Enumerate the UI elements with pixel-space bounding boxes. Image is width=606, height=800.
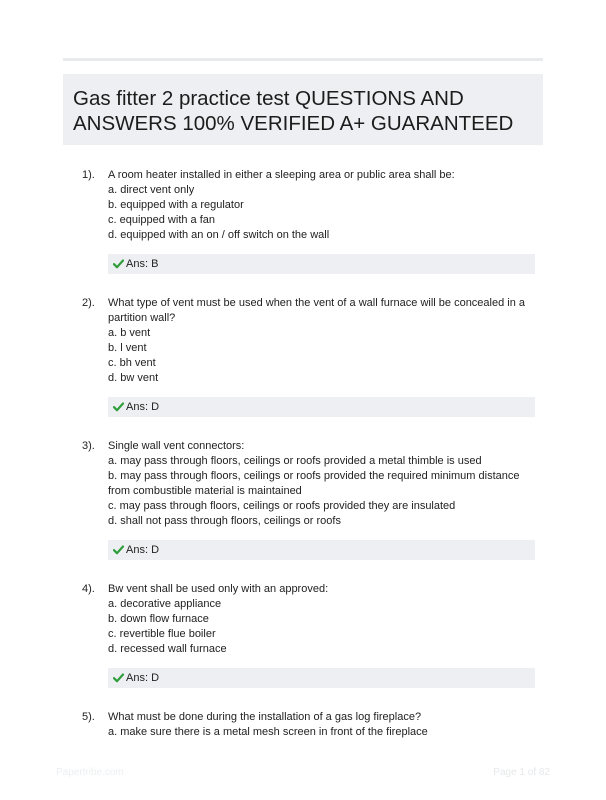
footer-site-watermark: Papertribe.com [56, 767, 124, 778]
question-body [108, 710, 536, 740]
option-d: d. recessed wall furnace [108, 643, 227, 655]
option-c: c. revertible flue boiler [108, 628, 216, 640]
option-a: a. direct vent only [108, 184, 195, 196]
option-b: b. equipped with a regulator [108, 199, 244, 211]
option-a: a. decorative appliance [108, 598, 222, 610]
question-text: A room heater installed in either a sleeping area or public area shall be: [108, 169, 455, 181]
question-number: 5). [82, 711, 95, 723]
question-number: 2). [82, 297, 95, 309]
checkmark-icon [113, 540, 124, 560]
document-title: Gas fitter 2 practice test QUESTIONS AND ANSWERS 100% VERIFIED A+ GUARANTEED [73, 87, 514, 135]
option-b: b. may pass through floors, ceilings or roofs provided the required minimum distance from combustible material is maintained [108, 470, 520, 497]
option-d: d. shall not pass through floors, ceilings or roofs [108, 515, 341, 527]
question-text: Bw vent shall be used only with an approved: [108, 583, 329, 595]
question-body [108, 582, 536, 657]
footer-page-number: Page 1 of 82 [493, 767, 550, 778]
option-d: d. equipped with an on / off switch on the wall [108, 229, 330, 241]
option-b: b. down flow furnace [108, 613, 209, 625]
answer-box [108, 668, 535, 688]
answer-text: Ans: D [126, 401, 160, 413]
answer-text: Ans: D [126, 672, 160, 684]
answer-text: Ans: D [126, 544, 160, 556]
top-divider [63, 58, 543, 61]
question-number: 3). [82, 440, 95, 452]
question-number: 4). [82, 583, 95, 595]
answer-text: Ans: B [126, 258, 159, 270]
answer-box [108, 254, 535, 274]
question-text: Single wall vent connectors: [108, 440, 245, 452]
question-body [108, 439, 536, 529]
option-b: b. l vent [108, 342, 147, 354]
checkmark-icon [113, 254, 124, 274]
option-c: c. bh vent [108, 357, 156, 369]
question-text: What type of vent must be used when the vent of a wall furnace will be concealed in a partition wall? [108, 297, 526, 324]
question-body [108, 296, 536, 386]
option-a: a. b vent [108, 327, 151, 339]
checkmark-icon [113, 668, 124, 688]
title-banner [63, 74, 543, 145]
question-number: 1). [82, 169, 95, 181]
option-d: d. bw vent [108, 372, 159, 384]
checkmark-icon [113, 397, 124, 417]
option-c: c. equipped with a fan [108, 214, 216, 226]
option-c: c. may pass through floors, ceilings or roofs provided they are insulated [108, 500, 456, 512]
option-a: a. make sure there is a metal mesh screen in front of the fireplace [108, 726, 428, 738]
answer-box [108, 540, 535, 560]
option-a: a. may pass through floors, ceilings or roofs provided a metal thimble is used [108, 455, 482, 467]
question-text: What must be done during the installation of a gas log fireplace? [108, 711, 422, 723]
answer-box [108, 397, 535, 417]
question-body [108, 168, 536, 243]
